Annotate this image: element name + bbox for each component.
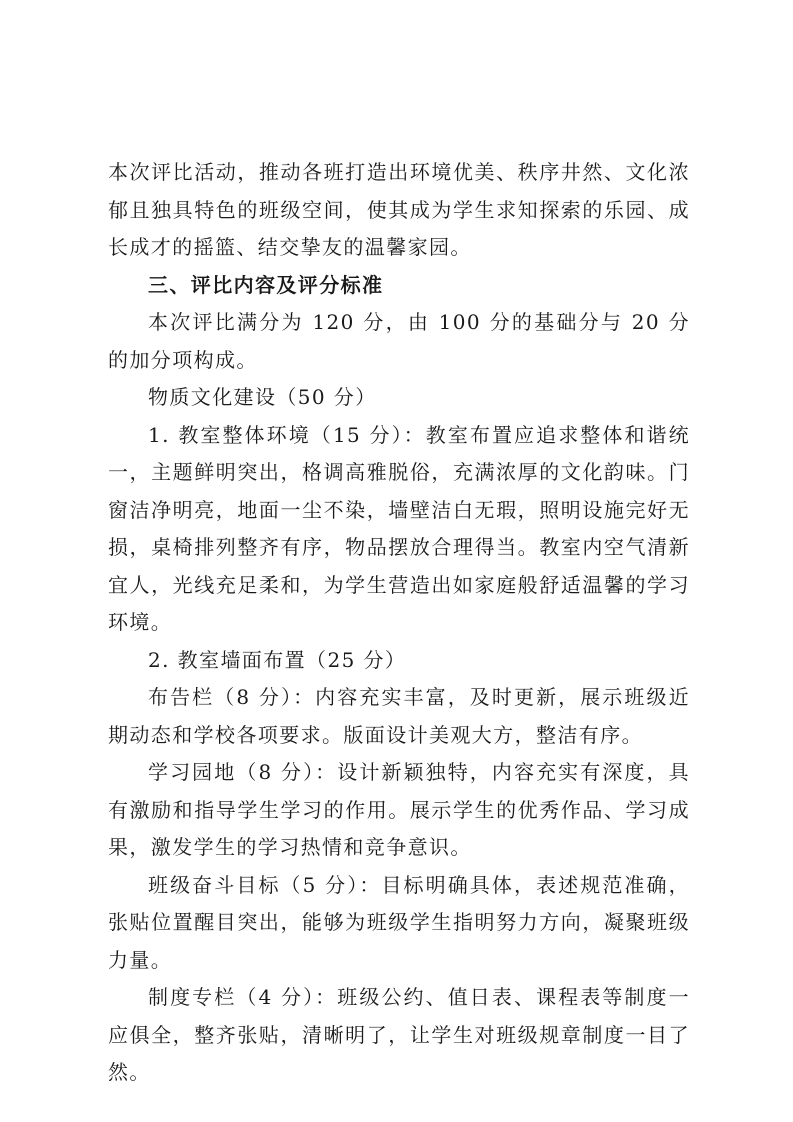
paragraph-bulletin-board: 布告栏（8 分）：内容充实丰富，及时更新，展示班级近期动态和学校各项要求。版面设计美观大方，整洁有序。 (108, 685, 690, 747)
paragraph-study-corner: 学习园地（8 分）：设计新颖独特，内容充实有深度，具有激励和指导学生学习的作用。展示学生的优秀作品、学习成果，激发学生的学习热情和竞争意识。 (108, 760, 690, 859)
subheading-wall-decoration: 2. 教室墙面布置（25 分） (148, 647, 407, 672)
paragraph-classroom-environment: 1. 教室整体环境（15 分）：教室布置应追求整体和谐统一，主题鲜明突出，格调高雅脱俗，充满浓厚的文化韵味。门窗洁净明亮，地面一尘不染，墙壁洁白无瑕，照明设施完好无损，桌椅排列整齐有序，物品摆放合理得当。教室内空气清新宜人，光线充足柔和，为学生营造出如家庭般舒适温馨的学习环境。 (108, 422, 690, 634)
paragraph-class-goals: 班级奋斗目标（5 分）：目标明确具体，表述规范准确，张贴位置醒目突出，能够为班级学生指明努力方向，凝聚班级力量。 (108, 872, 690, 972)
subheading-material-culture: 物质文化建设（50 分） (148, 385, 377, 409)
section-heading-evaluation-criteria: 三、评比内容及评分标准 (148, 272, 384, 297)
document-body (108, 154, 690, 1092)
paragraph-rules-column: 制度专栏（4 分）：班级公约、值日表、课程表等制度一应俱全，整齐张贴，清晰明了，让学生对班级规章制度一目了然。 (108, 985, 690, 1084)
paragraph-intro-continuation: 本次评比活动，推动各班打造出环境优美、秩序井然、文化浓郁且独具特色的班级空间，使其成为学生求知探索的乐园、成长成才的摇篮、结交挚友的温馨家园。 (108, 160, 690, 259)
paragraph-total-score: 本次评比满分为 120 分，由 100 分的基础分与 20 分的加分项构成。 (108, 310, 690, 372)
